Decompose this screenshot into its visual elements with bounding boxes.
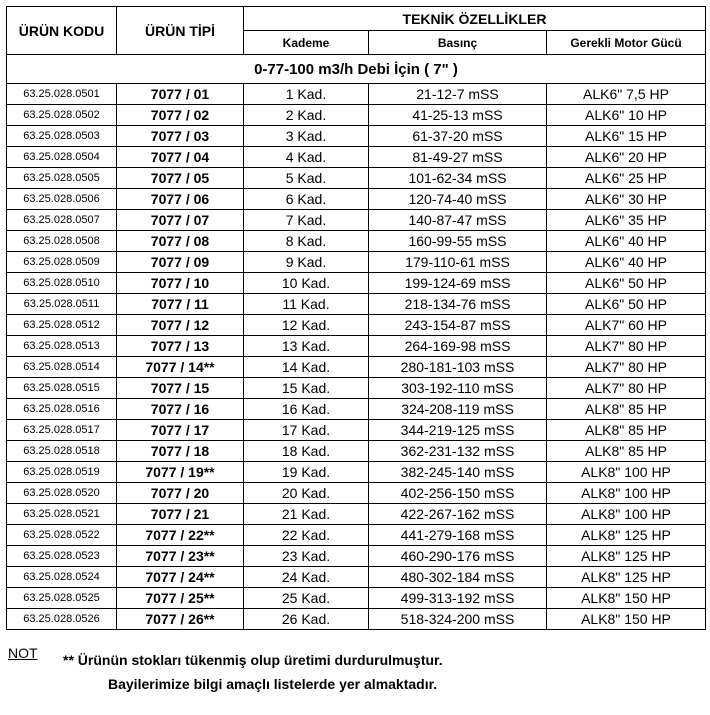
product-type-cell: 7077 / 10 bbox=[117, 273, 244, 294]
note-discontinued-line: ** Ürünün stokları tükenmiş olup üretimi durdurulmuştur. bbox=[63, 652, 443, 668]
product-code-cell: 63.25.028.0508 bbox=[7, 231, 117, 252]
motor-power-cell: ALK8" 85 HP bbox=[547, 441, 706, 462]
product-type-cell: 7077 / 04 bbox=[117, 147, 244, 168]
product-code-cell: 63.25.028.0503 bbox=[7, 126, 117, 147]
note-info-line: Bayilerimize bilgi amaçlı listelerde yer almaktadır. bbox=[108, 676, 438, 692]
product-code-cell: 63.25.028.0521 bbox=[7, 504, 117, 525]
header-product-type: ÜRÜN TİPİ bbox=[117, 7, 244, 55]
table-row bbox=[7, 294, 706, 315]
product-code-cell: 63.25.028.0523 bbox=[7, 546, 117, 567]
pressure-cell: 280-181-103 mSS bbox=[369, 357, 547, 378]
motor-power-cell: ALK8" 150 HP bbox=[547, 609, 706, 630]
stage-cell: 7 Kad. bbox=[244, 210, 369, 231]
table-row bbox=[7, 420, 706, 441]
product-type-cell: 7077 / 17 bbox=[117, 420, 244, 441]
motor-power-cell: ALK8" 100 HP bbox=[547, 462, 706, 483]
table-row bbox=[7, 483, 706, 504]
product-code-cell: 63.25.028.0507 bbox=[7, 210, 117, 231]
product-code-cell: 63.25.028.0506 bbox=[7, 189, 117, 210]
motor-power-cell: ALK6" 35 HP bbox=[547, 210, 706, 231]
table-row bbox=[7, 168, 706, 189]
motor-power-cell: ALK8" 85 HP bbox=[547, 420, 706, 441]
table-row bbox=[7, 147, 706, 168]
product-type-cell: 7077 / 05 bbox=[117, 168, 244, 189]
stage-cell: 21 Kad. bbox=[244, 504, 369, 525]
pressure-cell: 460-290-176 mSS bbox=[369, 546, 547, 567]
pressure-cell: 61-37-20 mSS bbox=[369, 126, 547, 147]
product-code-cell: 63.25.028.0513 bbox=[7, 336, 117, 357]
product-type-cell: 7077 / 18 bbox=[117, 441, 244, 462]
product-code-cell: 63.25.028.0524 bbox=[7, 567, 117, 588]
product-code-cell: 63.25.028.0520 bbox=[7, 483, 117, 504]
product-type-cell: 7077 / 13 bbox=[117, 336, 244, 357]
product-code-cell: 63.25.028.0522 bbox=[7, 525, 117, 546]
pressure-cell: 21-12-7 mSS bbox=[369, 84, 547, 105]
pressure-cell: 362-231-132 mSS bbox=[369, 441, 547, 462]
pressure-cell: 518-324-200 mSS bbox=[369, 609, 547, 630]
table-row bbox=[7, 609, 706, 630]
product-type-cell: 7077 / 15 bbox=[117, 378, 244, 399]
table-row bbox=[7, 588, 706, 609]
product-type-cell: 7077 / 06 bbox=[117, 189, 244, 210]
motor-power-cell: ALK6" 30 HP bbox=[547, 189, 706, 210]
motor-power-cell: ALK7" 80 HP bbox=[547, 336, 706, 357]
stage-cell: 18 Kad. bbox=[244, 441, 369, 462]
note-label: NOT bbox=[8, 645, 38, 661]
stage-cell: 6 Kad. bbox=[244, 189, 369, 210]
pressure-cell: 441-279-168 mSS bbox=[369, 525, 547, 546]
stage-cell: 25 Kad. bbox=[244, 588, 369, 609]
product-type-cell: 7077 / 26** bbox=[117, 609, 244, 630]
product-type-cell: 7077 / 08 bbox=[117, 231, 244, 252]
product-type-cell: 7077 / 16 bbox=[117, 399, 244, 420]
motor-power-cell: ALK6" 10 HP bbox=[547, 105, 706, 126]
header-pressure: Basınç bbox=[369, 31, 547, 55]
stage-cell: 3 Kad. bbox=[244, 126, 369, 147]
pressure-cell: 422-267-162 mSS bbox=[369, 504, 547, 525]
stage-cell: 8 Kad. bbox=[244, 231, 369, 252]
stage-cell: 1 Kad. bbox=[244, 84, 369, 105]
motor-power-cell: ALK6" 50 HP bbox=[547, 294, 706, 315]
motor-power-cell: ALK8" 100 HP bbox=[547, 483, 706, 504]
stage-cell: 16 Kad. bbox=[244, 399, 369, 420]
table-row bbox=[7, 105, 706, 126]
product-code-cell: 63.25.028.0511 bbox=[7, 294, 117, 315]
product-type-cell: 7077 / 23** bbox=[117, 546, 244, 567]
table-row bbox=[7, 378, 706, 399]
table-row bbox=[7, 231, 706, 252]
table-row bbox=[7, 336, 706, 357]
stage-cell: 5 Kad. bbox=[244, 168, 369, 189]
table-row bbox=[7, 210, 706, 231]
pressure-cell: 218-134-76 mSS bbox=[369, 294, 547, 315]
motor-power-cell: ALK8" 85 HP bbox=[547, 399, 706, 420]
product-code-cell: 63.25.028.0502 bbox=[7, 105, 117, 126]
product-type-cell: 7077 / 14** bbox=[117, 357, 244, 378]
product-code-cell: 63.25.028.0505 bbox=[7, 168, 117, 189]
product-type-cell: 7077 / 19** bbox=[117, 462, 244, 483]
product-code-cell: 63.25.028.0516 bbox=[7, 399, 117, 420]
stage-cell: 14 Kad. bbox=[244, 357, 369, 378]
motor-power-cell: ALK6" 50 HP bbox=[547, 273, 706, 294]
table-row bbox=[7, 462, 706, 483]
table-row bbox=[7, 252, 706, 273]
product-type-cell: 7077 / 24** bbox=[117, 567, 244, 588]
pressure-cell: 264-169-98 mSS bbox=[369, 336, 547, 357]
pressure-cell: 303-192-110 mSS bbox=[369, 378, 547, 399]
product-code-cell: 63.25.028.0518 bbox=[7, 441, 117, 462]
motor-power-cell: ALK8" 125 HP bbox=[547, 567, 706, 588]
product-spec-table bbox=[6, 6, 706, 630]
table-row bbox=[7, 273, 706, 294]
table-row bbox=[7, 399, 706, 420]
stage-cell: 20 Kad. bbox=[244, 483, 369, 504]
flow-group-title: 0-77-100 m3/h Debi İçin ( 7" ) bbox=[7, 55, 706, 84]
pressure-cell: 160-99-55 mSS bbox=[369, 231, 547, 252]
table-row bbox=[7, 126, 706, 147]
product-code-cell: 63.25.028.0519 bbox=[7, 462, 117, 483]
product-type-cell: 7077 / 07 bbox=[117, 210, 244, 231]
table-row bbox=[7, 525, 706, 546]
pressure-cell: 382-245-140 mSS bbox=[369, 462, 547, 483]
pressure-cell: 41-25-13 mSS bbox=[369, 105, 547, 126]
header-product-code: ÜRÜN KODU bbox=[7, 7, 117, 55]
motor-power-cell: ALK6" 7,5 HP bbox=[547, 84, 706, 105]
stage-cell: 26 Kad. bbox=[244, 609, 369, 630]
pressure-cell: 324-208-119 mSS bbox=[369, 399, 547, 420]
stage-cell: 23 Kad. bbox=[244, 546, 369, 567]
product-type-cell: 7077 / 03 bbox=[117, 126, 244, 147]
pressure-cell: 101-62-34 mSS bbox=[369, 168, 547, 189]
pressure-cell: 81-49-27 mSS bbox=[369, 147, 547, 168]
motor-power-cell: ALK6" 40 HP bbox=[547, 252, 706, 273]
motor-power-cell: ALK8" 125 HP bbox=[547, 546, 706, 567]
product-type-cell: 7077 / 20 bbox=[117, 483, 244, 504]
stage-cell: 15 Kad. bbox=[244, 378, 369, 399]
product-type-cell: 7077 / 22** bbox=[117, 525, 244, 546]
motor-power-cell: ALK8" 100 HP bbox=[547, 504, 706, 525]
stage-cell: 19 Kad. bbox=[244, 462, 369, 483]
product-code-cell: 63.25.028.0510 bbox=[7, 273, 117, 294]
product-type-cell: 7077 / 21 bbox=[117, 504, 244, 525]
product-code-cell: 63.25.028.0512 bbox=[7, 315, 117, 336]
stage-cell: 12 Kad. bbox=[244, 315, 369, 336]
header-stage: Kademe bbox=[244, 31, 369, 55]
motor-power-cell: ALK8" 150 HP bbox=[547, 588, 706, 609]
stage-cell: 11 Kad. bbox=[244, 294, 369, 315]
motor-power-cell: ALK6" 15 HP bbox=[547, 126, 706, 147]
table-row bbox=[7, 441, 706, 462]
pressure-cell: 179-110-61 mSS bbox=[369, 252, 547, 273]
product-code-cell: 63.25.028.0504 bbox=[7, 147, 117, 168]
pressure-cell: 344-219-125 mSS bbox=[369, 420, 547, 441]
table-row bbox=[7, 504, 706, 525]
table-row bbox=[7, 357, 706, 378]
pressure-cell: 243-154-87 mSS bbox=[369, 315, 547, 336]
product-type-cell: 7077 / 01 bbox=[117, 84, 244, 105]
pressure-cell: 402-256-150 mSS bbox=[369, 483, 547, 504]
product-type-cell: 7077 / 25** bbox=[117, 588, 244, 609]
product-code-cell: 63.25.028.0525 bbox=[7, 588, 117, 609]
pressure-cell: 140-87-47 mSS bbox=[369, 210, 547, 231]
stage-cell: 10 Kad. bbox=[244, 273, 369, 294]
pressure-cell: 199-124-69 mSS bbox=[369, 273, 547, 294]
header-motor-power: Gerekli Motor Gücü bbox=[547, 31, 706, 55]
header-technical-specs: TEKNİK ÖZELLİKLER bbox=[244, 7, 706, 31]
motor-power-cell: ALK6" 40 HP bbox=[547, 231, 706, 252]
table-row bbox=[7, 189, 706, 210]
product-code-cell: 63.25.028.0509 bbox=[7, 252, 117, 273]
stage-cell: 13 Kad. bbox=[244, 336, 369, 357]
table-row bbox=[7, 546, 706, 567]
motor-power-cell: ALK6" 20 HP bbox=[547, 147, 706, 168]
stage-cell: 4 Kad. bbox=[244, 147, 369, 168]
product-code-cell: 63.25.028.0515 bbox=[7, 378, 117, 399]
motor-power-cell: ALK7" 60 HP bbox=[547, 315, 706, 336]
table-row bbox=[7, 315, 706, 336]
pressure-cell: 480-302-184 mSS bbox=[369, 567, 547, 588]
motor-power-cell: ALK8" 125 HP bbox=[547, 525, 706, 546]
product-type-cell: 7077 / 11 bbox=[117, 294, 244, 315]
stage-cell: 22 Kad. bbox=[244, 525, 369, 546]
motor-power-cell: ALK7" 80 HP bbox=[547, 357, 706, 378]
stage-cell: 24 Kad. bbox=[244, 567, 369, 588]
product-code-cell: 63.25.028.0514 bbox=[7, 357, 117, 378]
pressure-cell: 499-313-192 mSS bbox=[369, 588, 547, 609]
product-code-cell: 63.25.028.0501 bbox=[7, 84, 117, 105]
product-type-cell: 7077 / 02 bbox=[117, 105, 244, 126]
product-type-cell: 7077 / 12 bbox=[117, 315, 244, 336]
table-row bbox=[7, 84, 706, 105]
product-code-cell: 63.25.028.0517 bbox=[7, 420, 117, 441]
motor-power-cell: ALK7" 80 HP bbox=[547, 378, 706, 399]
stage-cell: 2 Kad. bbox=[244, 105, 369, 126]
product-type-cell: 7077 / 09 bbox=[117, 252, 244, 273]
motor-power-cell: ALK6" 25 HP bbox=[547, 168, 706, 189]
pressure-cell: 120-74-40 mSS bbox=[369, 189, 547, 210]
product-code-cell: 63.25.028.0526 bbox=[7, 609, 117, 630]
stage-cell: 9 Kad. bbox=[244, 252, 369, 273]
table-row bbox=[7, 567, 706, 588]
stage-cell: 17 Kad. bbox=[244, 420, 369, 441]
